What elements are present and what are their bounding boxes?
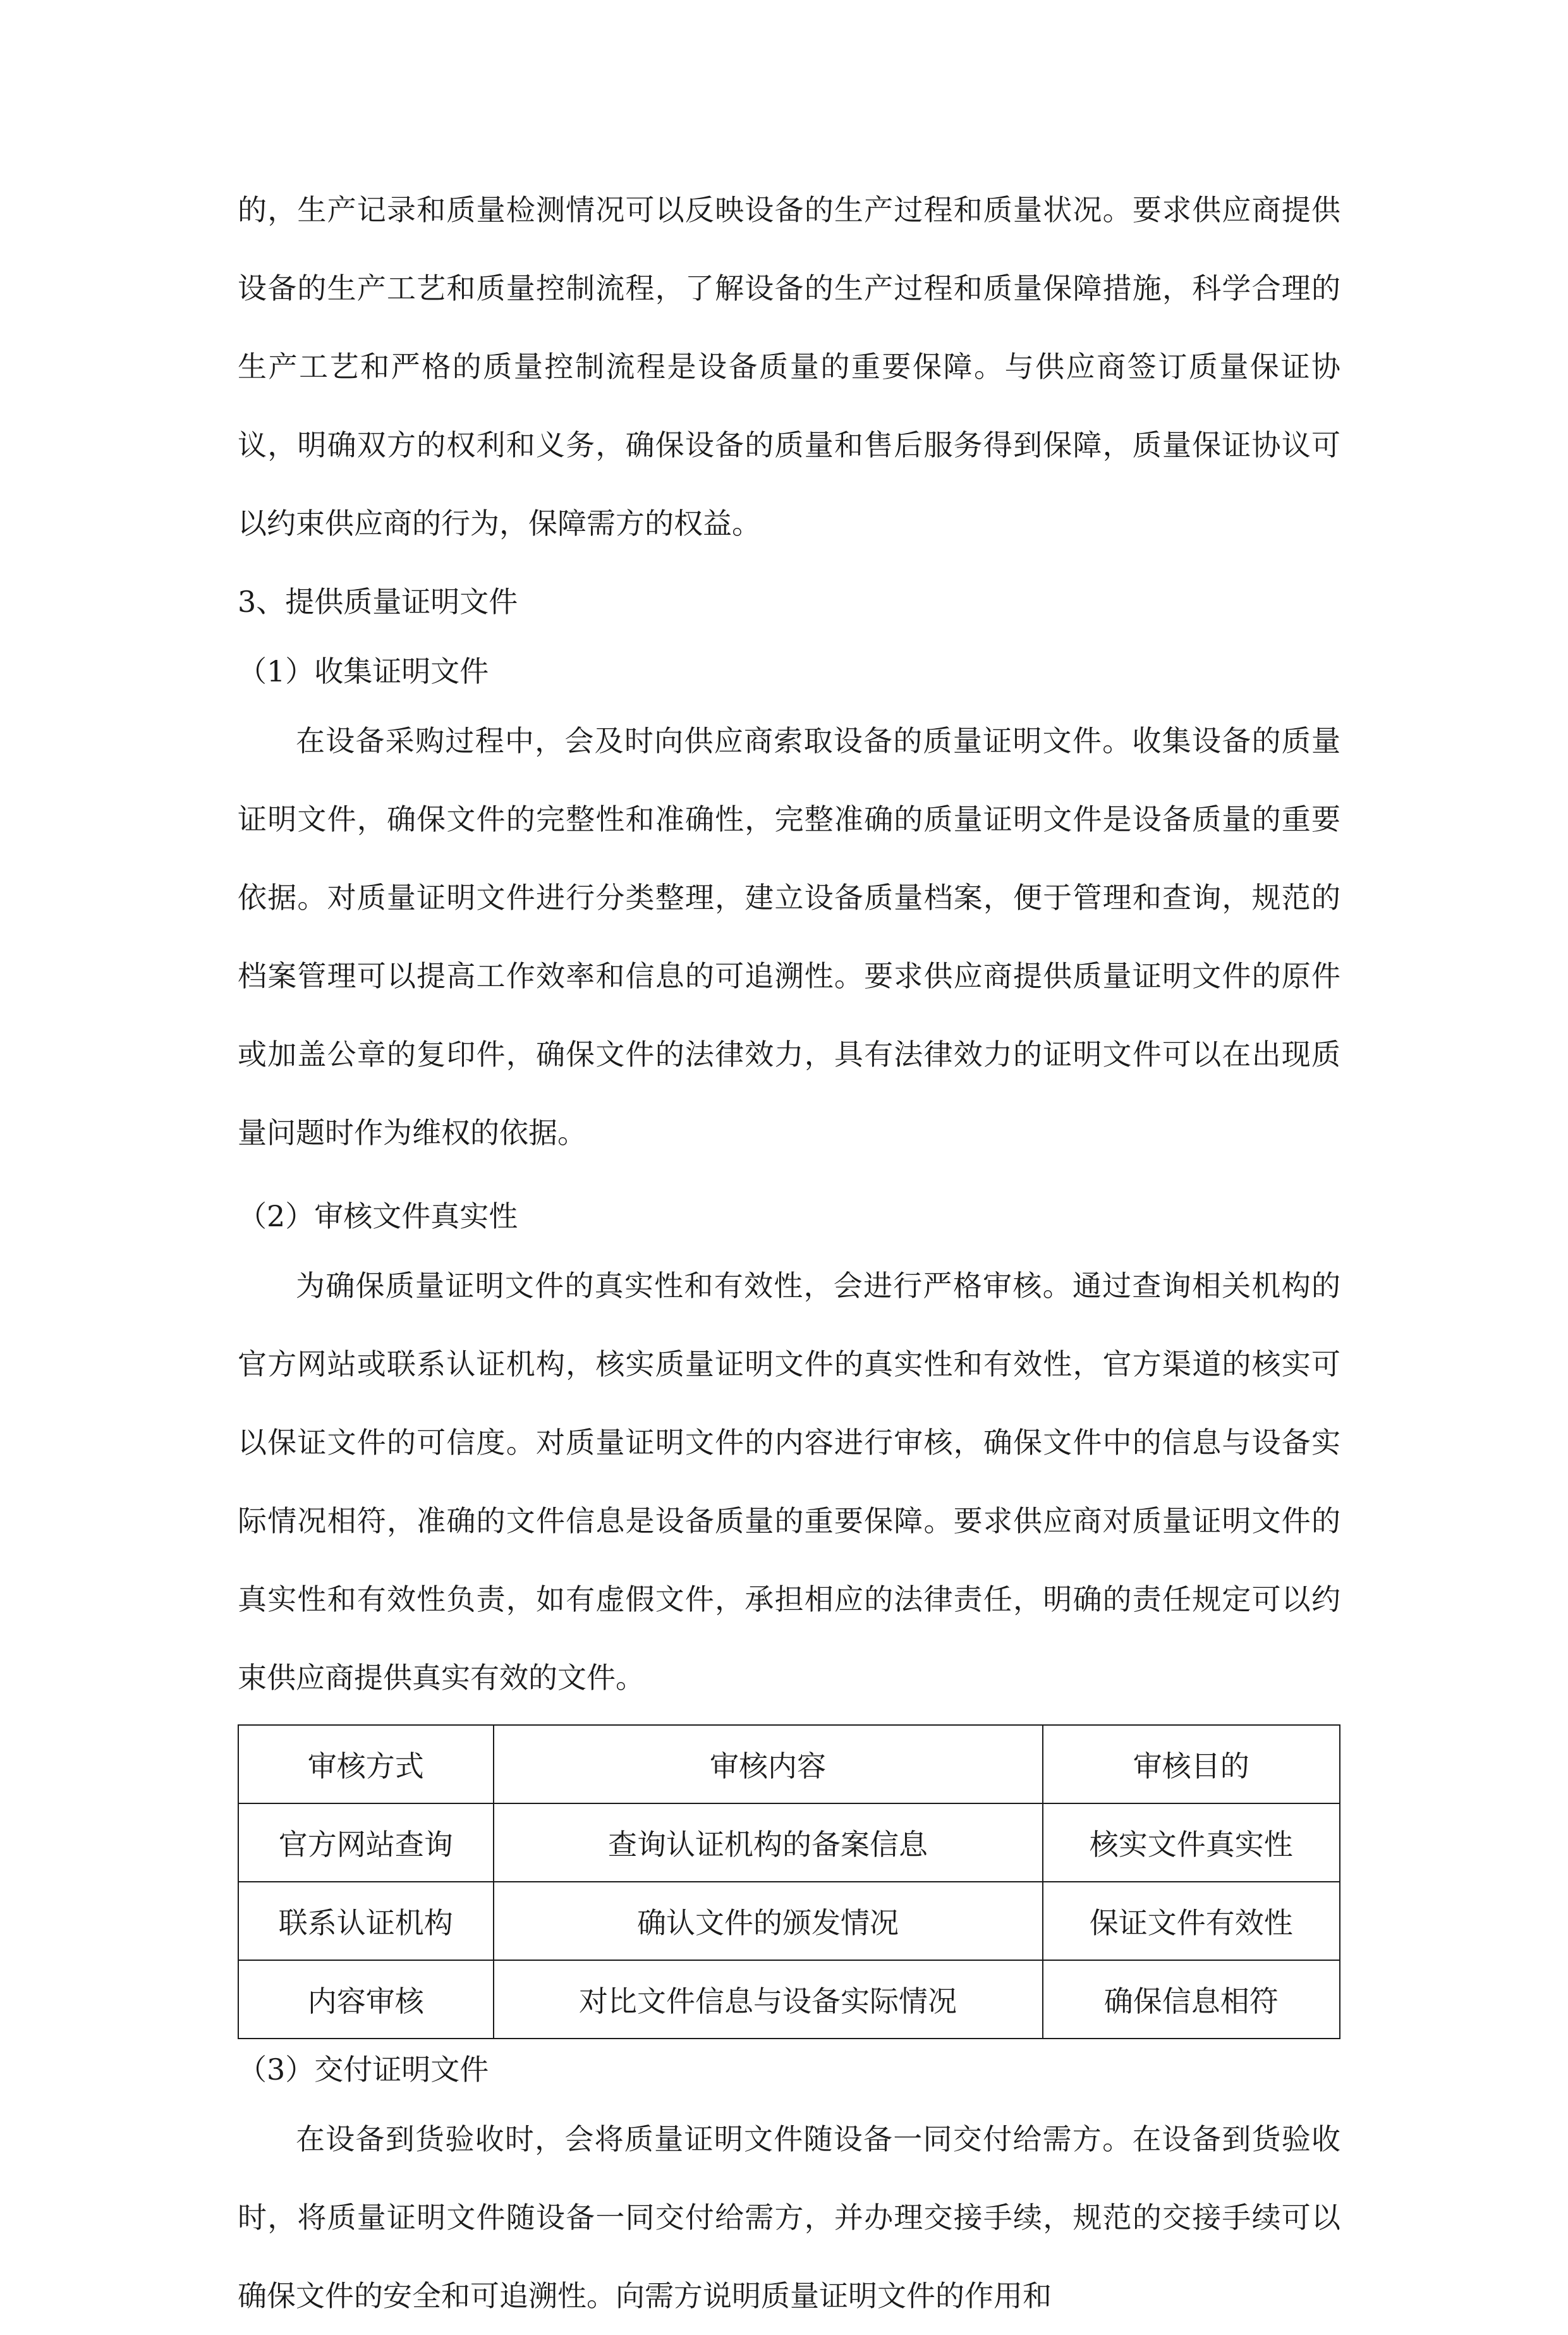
section-heading-quality-certificates: 3、提供质量证明文件 <box>238 585 518 619</box>
paragraph-verify-authenticity: 为确保质量证明文件的真实性和有效性，会进行严格审核。通过查询相关机构的官方网站或联系认证机构，核实质量证明文件的真实性和有效性，官方渠道的核实可以保证文件的可信度。对质量证明文件的内容进行审核，确保文件中的信息与设备实际情况相符，准确的文件信息是设备质量的重要保障。要求供应商对质量证明文件的真实性和有效性负责，如有虚假文件，承担相应的法律责任，明确的责任规定可以约束供应商提供真实有效的文件。 <box>238 1269 1340 1695</box>
table-cell: 官方网站查询 <box>238 1803 494 1882</box>
table-cell: 内容审核 <box>238 1960 494 2039</box>
table-cell: 保证文件有效性 <box>1043 1882 1340 1960</box>
subheading-deliver-certificates: （3）交付证明文件 <box>238 2052 489 2087</box>
table-row <box>238 1960 1340 2039</box>
table-cell: 查询认证机构的备案信息 <box>494 1803 1043 1882</box>
table-row <box>238 1882 1340 1960</box>
subheading-collect-certificates: （1）收集证明文件 <box>238 654 489 688</box>
paragraph-collect-certificates: 在设备采购过程中，会及时向供应商索取设备的质量证明文件。收集设备的质量证明文件，确保文件的完整性和准确性，完整准确的质量证明文件是设备质量的重要依据。对质量证明文件进行分类整理，建立设备质量档案，便于管理和查询，规范的档案管理可以提高工作效率和信息的可追溯性。要求供应商提供质量证明文件的原件或加盖公章的复印件，确保文件的法律效力，具有法律效力的证明文件可以在出现质量问题时作为维权的依据。 <box>238 724 1340 1150</box>
subheading-verify-authenticity: （2）审核文件真实性 <box>238 1199 518 1233</box>
document-page <box>238 171 1340 2335</box>
paragraph-deliver-certificates: 在设备到货验收时，会将质量证明文件随设备一同交付给需方。在设备到货验收时，将质量证明文件随设备一同交付给需方，并办理交接手续，规范的交接手续可以确保文件的安全和可追溯性。向需方说明质量证明文件的作用和 <box>238 2122 1340 2313</box>
table-header-row <box>238 1725 1340 1803</box>
table-cell: 确认文件的颁发情况 <box>494 1882 1043 1960</box>
table-header-cell: 审核内容 <box>494 1725 1043 1803</box>
table-cell: 核实文件真实性 <box>1043 1803 1340 1882</box>
table-cell: 确保信息相符 <box>1043 1960 1340 2039</box>
table-row <box>238 1803 1340 1882</box>
table-header-cell: 审核方式 <box>238 1725 494 1803</box>
audit-methods-table <box>238 1724 1340 2039</box>
table-header-cell: 审核目的 <box>1043 1725 1340 1803</box>
paragraph-quality-assurance: 的，生产记录和质量检测情况可以反映设备的生产过程和质量状况。要求供应商提供设备的生产工艺和质量控制流程，了解设备的生产过程和质量保障措施，科学合理的生产工艺和严格的质量控制流程是设备质量的重要保障。与供应商签订质量保证协议，明确双方的权利和义务，确保设备的质量和售后服务得到保障，质量保证协议可以约束供应商的行为，保障需方的权益。 <box>238 193 1340 540</box>
table-cell: 联系认证机构 <box>238 1882 494 1960</box>
table-cell: 对比文件信息与设备实际情况 <box>494 1960 1043 2039</box>
